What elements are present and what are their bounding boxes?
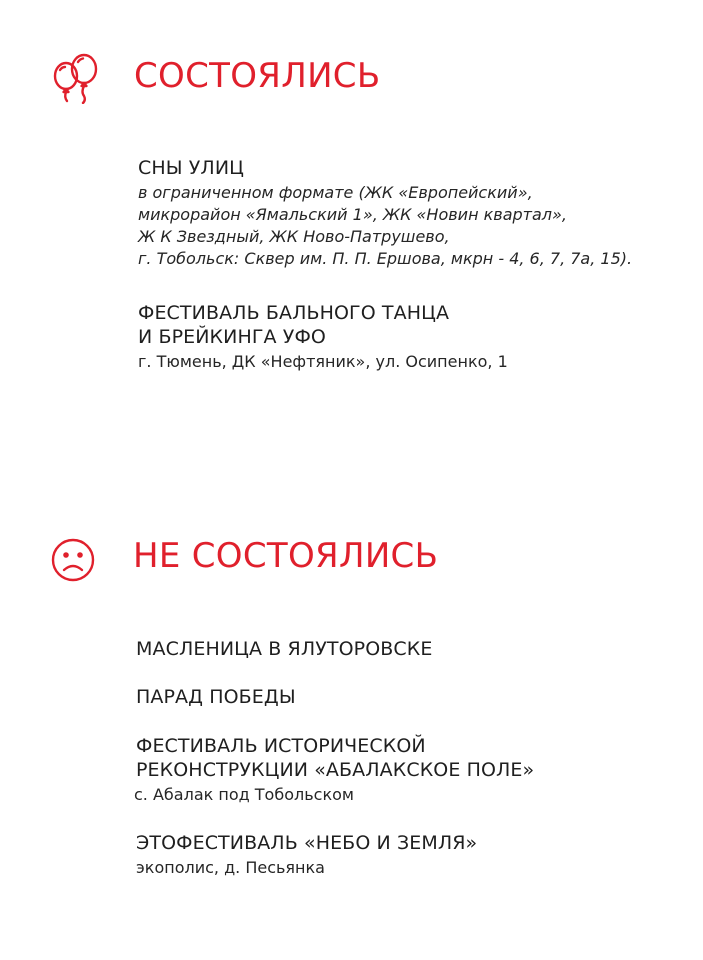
event-location: в ограниченном формате (ЖК «Европейский», микрорайон «Ямальский 1», ЖК «Новин квартал», Ж К Звездный, ЖК Ново-Патрушево, г. Тобольск: Сквер им. П. П. Ершова, мкрн - 4, 6, 7, 7а, 15). (138, 183, 633, 268)
section-heading-not-held: НЕ СОСТОЯЛИСЬ (133, 536, 439, 576)
event-item (136, 831, 477, 879)
event-item (136, 637, 432, 661)
event-title: СНЫ УЛИЦ (138, 157, 244, 179)
balloons-icon (48, 52, 102, 104)
event-item (136, 734, 534, 806)
event-item (136, 685, 296, 709)
event-location: экополис, д. Песьянка (136, 858, 325, 877)
event-item (138, 301, 508, 373)
event-location: с. Абалак под Тобольском (134, 785, 354, 804)
event-title: ФЕСТИВАЛЬ ИСТОРИЧЕСКОЙ РЕКОНСТРУКЦИИ «АБАЛАКСКОЕ ПОЛЕ» (136, 735, 535, 781)
event-item (138, 156, 632, 270)
event-title: ФЕСТИВАЛЬ БАЛЬНОГО ТАНЦА И БРЕЙКИНГА УФО (138, 302, 450, 348)
section-heading-held: СОСТОЯЛИСЬ (134, 56, 381, 96)
sad-face-icon (50, 537, 96, 583)
event-title: ПАРАД ПОБЕДЫ (136, 686, 296, 708)
event-title: МАСЛЕНИЦА В ЯЛУТОРОВСКЕ (136, 638, 433, 660)
event-title: ЭТОФЕСТИВАЛЬ «НЕБО И ЗЕМЛЯ» (136, 832, 478, 854)
event-location: г. Тюмень, ДК «Нефтяник», ул. Осипенко, 1 (138, 352, 508, 371)
